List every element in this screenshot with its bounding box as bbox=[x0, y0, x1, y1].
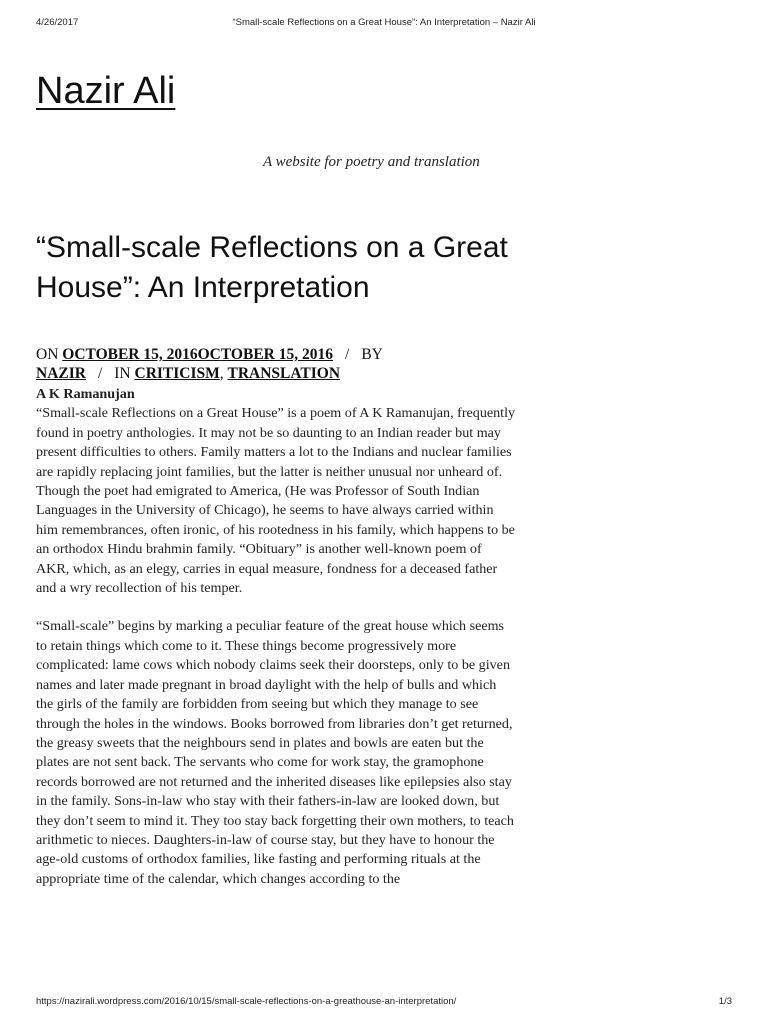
category-link-criticism[interactable]: CRITICISM bbox=[134, 365, 220, 382]
print-date: 4/26/2017 bbox=[36, 17, 79, 28]
category-link-translation[interactable]: TRANSLATION bbox=[227, 365, 341, 382]
print-page-number: 1/3 bbox=[718, 996, 732, 1007]
meta-comma: , bbox=[219, 365, 224, 382]
post-author-link[interactable]: NAZIR bbox=[36, 365, 86, 382]
post-meta bbox=[36, 345, 476, 383]
print-doc-title: “Small-scale Reflections on a Great House”: An Interpretation – Nazir Ali bbox=[232, 17, 536, 28]
meta-by-label: BY bbox=[361, 346, 383, 363]
print-url: https://nazirali.wordpress.com/2016/10/15/small-scale-reflections-on-a-greathouse-an-interpretation/ bbox=[36, 996, 457, 1007]
meta-on-label: ON bbox=[36, 346, 59, 363]
meta-separator: / bbox=[97, 365, 103, 382]
print-footer bbox=[36, 996, 732, 1010]
site-tagline: A website for poetry and translation bbox=[263, 154, 480, 170]
post-paragraph-1: “Small-scale Reflections on a Great House” is a poem of A K Ramanujan, frequently found in poetry anthologies. It may not be so daunting to an Indian reader but may present difficulties to others. Family matters a lot to the Indians and nuclear families are rapidly replacing joint families, but the latter is neither unusual nor unheard of. Though the poet had emigrated to America, (He was Professor of South Indian Languages in the University of Chicago), he seems to have always carried within him remembrances, often ironic, of his rootedness in his family, which happens to be an orthodox Hindu brahmin family. “Obituary” is another well-known poem of AKR, which, as an elegy, carries in equal measure, fondness for a deceased father and a wry recollection of his temper. bbox=[36, 405, 516, 597]
post-content bbox=[36, 385, 516, 908]
post-paragraph-2: “Small-scale” begins by marking a peculiar feature of the great house which seems to retain things which come to it. These things become progressively more complicated: lame cows which nobody claims seek their doorsteps, only to be given names and later made pregnant in broad daylight with the help of bulls and which the girls of the family are forbidden from seeing but which they manage to see through the holes in the windows. Books borrowed from libraries don’t get returned, the greasy sweets that the neighbours send in plates and bowls are eaten but the plates are not sent back. The servants who come for work stay, the gramophone records borrowed are not returned and the inherited diseases like epilepsies also stay in the family. Sons-in-law who stay with their fathers-in-law are looked down, but they don’t seem to mind it. They too stay back forgetting their own mothers, to teach arithmetic to nieces. Daughters-in-law of course stay, but they have to honour the age-old customs of orthodox families, like fasting and performing rituals at the appropriate time of the calendar, which changes according to the bbox=[36, 618, 514, 887]
meta-separator: / bbox=[345, 346, 350, 363]
post-date-link[interactable]: OCTOBER 15, 2016OCTOBER 15, 2016 bbox=[62, 346, 333, 363]
meta-in-label: IN bbox=[114, 365, 131, 382]
site-title-link[interactable]: Nazir Ali bbox=[36, 70, 176, 112]
poem-author: A K Ramanujan bbox=[36, 386, 135, 402]
print-header bbox=[36, 17, 732, 31]
post-title: “Small-scale Reflections on a Great House”: An Interpretation bbox=[36, 231, 508, 304]
